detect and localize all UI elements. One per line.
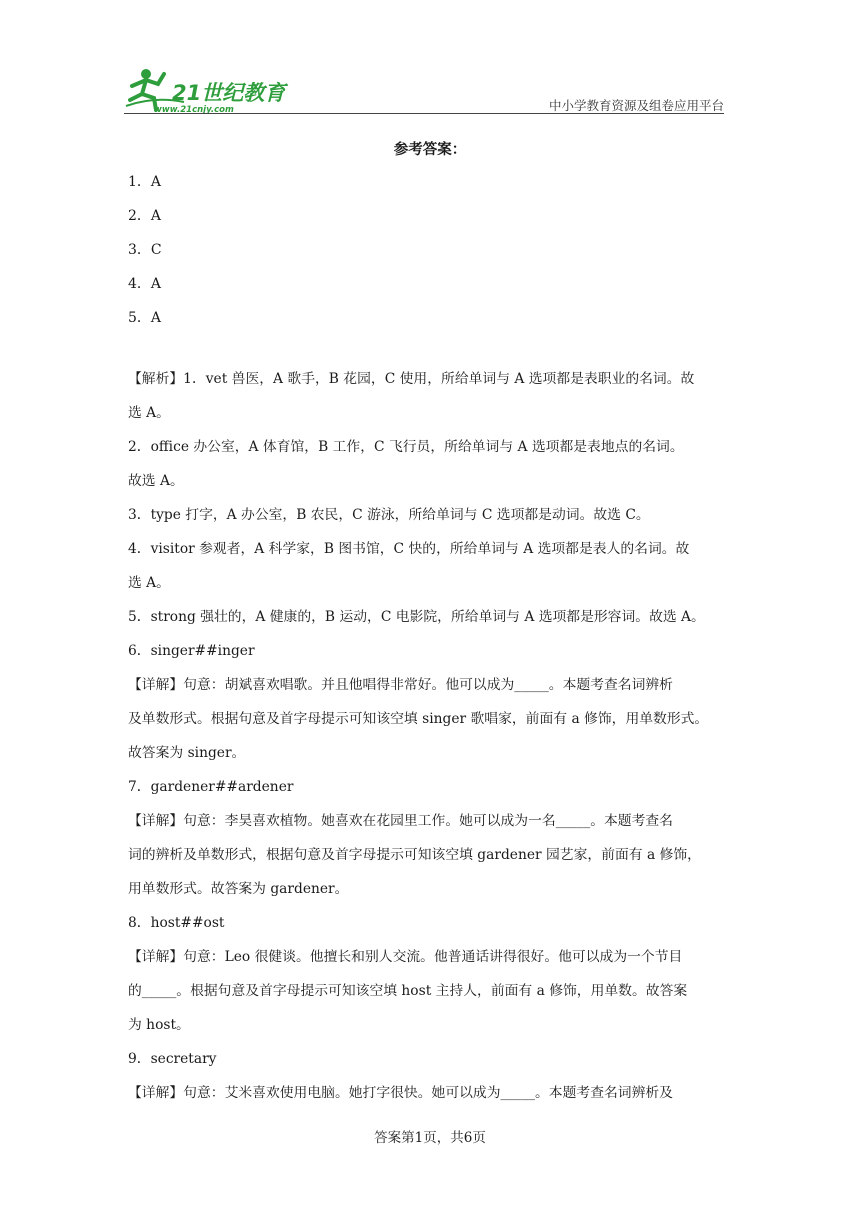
text-line: 及单数形式。根据句意及首字母提示可知该空填 singer 歌唱家，前面有 a 修饰，用单数形式。 <box>128 711 709 727</box>
header-divider <box>124 113 724 114</box>
answer-item: 4．A <box>128 276 162 292</box>
text-line: 【详解】句意：艾米喜欢使用电脑。她打字很快。她可以成为_____。本题考查名词辨析及 <box>128 1085 673 1101</box>
answer-item: 5．A <box>128 310 162 326</box>
text-line: 【解析】1．vet 兽医，A 歌手，B 花园，C 使用，所给单词与 A 选项都是表职业的名词。故 <box>128 371 695 387</box>
platform-name: 中小学教育资源及组卷应用平台 <box>548 98 724 113</box>
text-line: 【详解】句意：李昊喜欢植物。她喜欢在花园里工作。她可以成为一名_____。本题考查名 <box>128 813 673 829</box>
page-header <box>124 66 724 114</box>
answer-item: 3．C <box>128 242 162 258</box>
text-line: 故选 A。 <box>128 473 184 489</box>
text-line: 8．host##ost <box>128 915 225 931</box>
page-footer: 答案第1页，共6页 <box>374 1130 486 1146</box>
text-line: 7．gardener##ardener <box>128 779 294 795</box>
text-line: 5．strong 强壮的，A 健康的，B 运动，C 电影院，所给单词与 A 选项都是形容词。故选 A。 <box>128 609 705 625</box>
text-line: 词的辨析及单数形式，根据句意及首字母提示可知该空填 gardener 园艺家，前面有 a 修饰， <box>128 847 701 863</box>
explanation-body <box>128 362 732 1110</box>
text-line: 【详解】句意：Leo 很健谈。他擅长和别人交流。他普通话讲得很好。他可以成为一个节目 <box>128 949 683 965</box>
text-line: 3．type 打字，A 办公室，B 农民，C 游泳，所给单词与 C 选项都是动词。故选 C。 <box>128 507 650 523</box>
text-line: 选 A。 <box>128 405 170 421</box>
text-line: 2．office 办公室，A 体育馆，B 工作，C 飞行员，所给单词与 A 选项都是表地点的名词。 <box>128 439 684 455</box>
logo-text: 21世纪教育 <box>172 81 286 105</box>
answer-item: 1．A <box>128 174 162 190</box>
answer-list <box>128 165 162 335</box>
text-line: 6．singer##inger <box>128 643 255 659</box>
logo-url: www.21cnjy.com <box>154 105 234 114</box>
page-title: 参考答案： <box>393 142 467 158</box>
text-line: 选 A。 <box>128 575 170 591</box>
text-line: 用单数形式。故答案为 gardener。 <box>128 881 349 897</box>
text-line: 4．visitor 参观者，A 科学家，B 图书馆，C 快的，所给单词与 A 选项都是表人的名词。故 <box>128 541 690 557</box>
answer-item: 2．A <box>128 208 162 224</box>
text-line: 的_____。根据句意及首字母提示可知该空填 host 主持人，前面有 a 修饰，用单数。故答案 <box>128 983 688 999</box>
text-line: 【详解】句意：胡斌喜欢唱歌。并且他唱得非常好。他可以成为_____。本题考查名词辨析 <box>128 677 673 693</box>
text-line: 故答案为 singer。 <box>128 745 246 761</box>
logo-21cnjy <box>124 66 304 114</box>
text-line: 为 host。 <box>128 1017 190 1033</box>
text-line: 9．secretary <box>128 1051 217 1067</box>
